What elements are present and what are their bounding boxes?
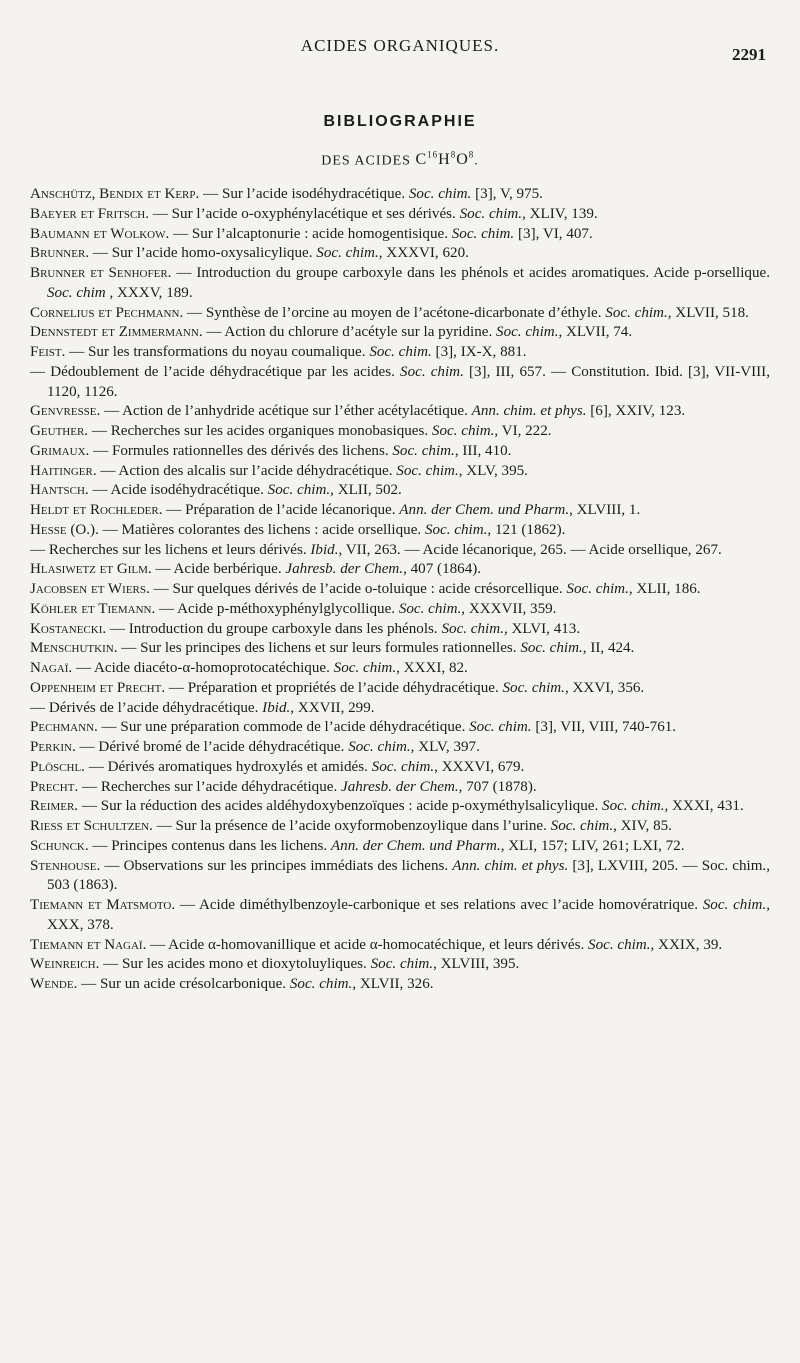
entry-reference: , VI, 222. xyxy=(494,423,552,439)
bibliography-entry xyxy=(30,699,770,719)
entry-journal: Jahresb. der Chem. xyxy=(341,778,459,795)
entry-authors: Riess et Schultzen. xyxy=(30,818,153,834)
entry-authors: Haitinger. xyxy=(30,462,97,479)
entry-reference: , XXVII, 299. xyxy=(290,699,375,716)
entry-authors: Feist. xyxy=(30,344,66,360)
formula-h-index: 8 xyxy=(450,150,457,160)
entry-text: — Sur un acide crésolcarbonique. xyxy=(77,976,290,992)
entry-text: — Sur une préparation commode de l’acide déhydracétique. xyxy=(97,719,470,736)
entry-text: — Acide berbérique. xyxy=(151,561,286,578)
entry-authors: Kostanecki. xyxy=(30,620,107,637)
entry-journal: Soc. chim. xyxy=(566,581,629,597)
entry-reference: [3], V, 975. xyxy=(471,186,543,202)
entry-journal: Jahresb. der Chem. xyxy=(285,561,404,578)
entry-reference: [6], XXIV, 123. xyxy=(586,403,686,420)
entry-journal: Soc. chim xyxy=(47,284,106,301)
entry-reference: , III, 410. xyxy=(454,442,512,459)
entry-text: — Dérivés de l’acide déhydracétique. xyxy=(30,699,263,716)
entry-text: — Sur l’acide isodéhydracétique. xyxy=(199,186,409,202)
entry-text: — Sur les acides mono et dioxytoluyliques. xyxy=(99,956,371,973)
entry-authors: Oppenheim et Precht. xyxy=(30,679,166,696)
entry-authors: Weinreich. xyxy=(30,956,100,973)
bibliography-entry xyxy=(30,620,770,640)
bibliography-entry xyxy=(30,225,770,245)
entry-reference: , XXX, 378. xyxy=(47,897,770,933)
entry-journal: Soc. chim. xyxy=(605,304,668,321)
entry-journal: Soc. chim. xyxy=(459,205,523,222)
entry-reference: , XXXV, 189. xyxy=(105,284,193,301)
entry-journal: Soc. chim. xyxy=(520,640,583,657)
entry-reference: , II, 424. xyxy=(582,640,635,657)
entry-reference: , XLVIII, 1. xyxy=(569,502,641,518)
entry-text: — Sur l’acide homo-oxysalicylique. xyxy=(89,245,317,262)
entry-text: — Sur les principes des lichens et sur leurs formules rationnelles. xyxy=(117,640,521,657)
bibliography-entry xyxy=(30,521,770,541)
entry-authors: Baeyer et Fritsch. xyxy=(30,205,150,222)
entry-reference: , XLVII, 518. xyxy=(667,304,749,321)
entry-journal: Soc. chim. xyxy=(702,897,767,913)
entry-journal: Soc. chim. xyxy=(431,423,495,439)
entry-reference: , XLVII, 326. xyxy=(352,976,434,992)
entry-text: — Action du chlorure d’acétyle sur la pyridine. xyxy=(202,324,497,341)
entry-authors: Precht. xyxy=(30,778,79,795)
entry-authors: Hantsch. xyxy=(30,482,89,499)
entry-text: — Formules rationnelles des dérivés des lichens. xyxy=(89,442,393,459)
bibliography-entry xyxy=(30,343,770,363)
section-subtitle xyxy=(0,150,800,169)
bibliography-entry xyxy=(30,501,770,521)
bibliography-list xyxy=(30,185,770,995)
entry-journal: Soc. chim. xyxy=(424,521,488,538)
entry-journal: Soc. chim. xyxy=(602,798,665,815)
entry-reference: , XLV, 397. xyxy=(410,739,480,755)
entry-text: — Synthèse de l’orcine au moyen de l’acétone-dicarbonate d’éthyle. xyxy=(183,304,606,321)
entry-authors: Baumann et Wolkow. xyxy=(30,225,170,242)
entry-journal: Soc. chim. xyxy=(550,818,614,834)
entry-authors: Heldt et Rochleder. xyxy=(30,502,163,518)
formula-o-index: 8 xyxy=(468,150,475,160)
entry-text: — Sur l’alcaptonurie : acide homogentisique. xyxy=(169,225,452,242)
entry-journal: Ann. der Chem. und Pharm. xyxy=(330,837,501,854)
bibliography-entry xyxy=(30,402,770,422)
entry-text: — Sur la réduction des acides aldéhydoxybenzoïques : acide p-oxyméthylsalicylique. xyxy=(78,798,603,815)
entry-authors: Reimer. xyxy=(30,798,79,815)
entry-reference: , XLI, 157; LIV, 261; LXI, 72. xyxy=(500,837,685,854)
entry-reference: , XXXI, 82. xyxy=(396,660,468,676)
entry-text: — Introduction du groupe carboxyle dans les phénols. xyxy=(106,620,442,637)
entry-text: — Recherches sur les lichens et leurs dérivés. xyxy=(30,541,311,558)
formula-c: C xyxy=(415,151,428,169)
entry-reference: , XLII, 186. xyxy=(628,581,701,597)
bibliography-entry xyxy=(30,837,770,857)
entry-authors: Plöschl. xyxy=(30,758,85,775)
entry-journal: Soc. chim. xyxy=(396,462,459,479)
section-title: BIBLIOGRAPHIE xyxy=(323,113,477,130)
entry-authors: Geuther. xyxy=(30,423,89,439)
entry-journal: Ann. chim. et phys. xyxy=(452,857,569,874)
subtitle-suffix: . xyxy=(474,153,479,169)
bibliography-entry xyxy=(30,541,770,561)
entry-authors: Hesse (O.). xyxy=(30,521,99,538)
entry-reference: [3], VII, VIII, 740-761. xyxy=(531,719,677,736)
entry-text: — Dérivés aromatiques hydroxylés et amidés. xyxy=(84,758,372,775)
entry-text: — Recherches sur l’acide déhydracétique. xyxy=(78,778,341,795)
bibliography-entry xyxy=(30,738,770,758)
bibliography-entry xyxy=(30,936,770,956)
bibliography-entry xyxy=(30,679,770,699)
entry-reference: [3], VI, 407. xyxy=(514,225,593,242)
bibliography-entry xyxy=(30,205,770,225)
entry-reference: , XLII, 502. xyxy=(330,482,402,499)
entry-journal: Soc. chim. xyxy=(502,679,565,696)
entry-journal: Soc. chim. xyxy=(316,245,379,262)
entry-authors: Hlasiwetz et Gilm. xyxy=(30,561,152,578)
entry-journal: Ibid. xyxy=(310,541,339,558)
entry-authors: Grimaux. xyxy=(30,442,90,459)
entry-text: — Action des alcalis sur l’acide déhydracétique. xyxy=(96,462,397,479)
entry-reference: [3], IX-X, 881. xyxy=(431,344,527,360)
entry-reference: [3], LXVIII, 205. — Soc. chim., 503 (1863). xyxy=(47,857,770,894)
entry-text: — Acide isodéhydracétique. xyxy=(88,482,268,499)
bibliography-entry xyxy=(30,304,770,324)
entry-text: — Sur quelques dérivés de l’acide o-toluique : acide crésorcellique. xyxy=(149,581,567,597)
bibliography-entry xyxy=(30,600,770,620)
entry-reference: , XXXVII, 359. xyxy=(461,600,557,617)
entry-journal: Soc. chim. xyxy=(588,936,651,953)
entry-reference: , XXXVI, 679. xyxy=(434,758,525,775)
entry-text: — Dédoublement de l’acide déhydracétique par les acides. xyxy=(30,363,401,380)
entry-authors: Tiemann et Nagaï. xyxy=(30,936,147,953)
entry-text: — Sur les transformations du noyau coumalique. xyxy=(65,344,370,360)
chemical-formula xyxy=(415,151,474,168)
entry-authors: Dennstedt et Zimmermann. xyxy=(30,324,203,341)
subtitle-prefix: DES ACIDES xyxy=(321,153,411,169)
entry-journal: Soc. chim. xyxy=(400,363,464,380)
bibliography-entry xyxy=(30,817,770,837)
entry-authors: Genvresse. xyxy=(30,403,101,420)
entry-reference: , 407 (1864). xyxy=(403,561,482,578)
entry-authors: Brunner et Senhofer. xyxy=(30,265,172,281)
entry-journal: Soc. chim. xyxy=(267,482,331,499)
entry-journal: Ann. der Chem. und Pharm. xyxy=(399,502,570,518)
bibliography-entry xyxy=(30,659,770,679)
bibliography-entry xyxy=(30,580,770,600)
entry-authors: Cornelius et Pechmann. xyxy=(30,304,184,321)
entry-reference: , XXIX, 39. xyxy=(650,936,723,953)
bibliography-entry xyxy=(30,797,770,817)
entry-reference: [3], III, 657. — Constitution. Ibid. [3], VII-VIII, 1120, 1126. xyxy=(47,363,770,400)
entry-journal: Soc. chim. xyxy=(333,660,397,676)
entry-journal: Ibid. xyxy=(262,699,291,716)
entry-authors: Menschutkin. xyxy=(30,640,118,657)
entry-authors: Brunner. xyxy=(30,245,90,262)
page-number: 2291 xyxy=(732,45,766,64)
entry-reference: , XLVI, 413. xyxy=(503,620,581,637)
entry-reference: , XXXI, 431. xyxy=(664,798,744,815)
bibliography-entry xyxy=(30,422,770,442)
entry-text: — Matières colorantes des lichens : acide orsellique. xyxy=(98,521,425,538)
entry-text: — Sur l’acide o-oxyphénylacétique et ses dérivés. xyxy=(149,205,460,222)
formula-o: O xyxy=(456,151,469,169)
bibliography-entry xyxy=(30,244,770,264)
bibliography-entry xyxy=(30,758,770,778)
entry-journal: Soc. chim. xyxy=(369,344,432,360)
bibliography-entry xyxy=(30,896,770,936)
entry-journal: Soc. chim. xyxy=(392,442,455,459)
entry-authors: Anschütz, Bendix et Kerp. xyxy=(30,186,200,202)
entry-journal: Soc. chim. xyxy=(469,719,532,736)
entry-text: — Principes contenus dans les lichens. xyxy=(88,837,331,854)
bibliography-entry xyxy=(30,975,770,995)
entry-reference: , XXVI, 356. xyxy=(564,679,645,696)
entry-reference: , XLV, 395. xyxy=(458,462,528,479)
bibliography-entry xyxy=(30,323,770,343)
running-title: ACIDES ORGANIQUES. xyxy=(300,36,500,55)
entry-reference: , 121 (1862). xyxy=(487,521,566,538)
formula-c-index: 16 xyxy=(427,150,439,160)
bibliography-entry xyxy=(30,264,770,304)
entry-authors: Tiemann et Matsmoto. xyxy=(30,897,176,913)
entry-authors: Wende. xyxy=(30,976,78,992)
entry-journal: Soc. chim. xyxy=(398,600,462,617)
bibliography-entry xyxy=(30,955,770,975)
entry-text: — Introduction du groupe carboxyle dans les phénols et acides aromatiques. Acide p-orsellique. xyxy=(171,265,770,281)
bibliography-entry xyxy=(30,718,770,738)
formula-h: H xyxy=(438,151,451,169)
entry-journal: Soc. chim. xyxy=(408,186,472,202)
entry-journal: Soc. chim. xyxy=(348,739,411,755)
entry-reference: , XLIV, 139. xyxy=(522,205,598,222)
bibliography-entry xyxy=(30,363,770,403)
entry-reference: , VII, 263. — Acide lécanorique, 265. — Acide orsellique, 267. xyxy=(338,541,722,558)
entry-journal: Soc. chim. xyxy=(289,976,353,992)
bibliography-entry xyxy=(30,857,770,897)
bibliography-entry xyxy=(30,462,770,482)
entry-text: — Acide p-méthoxyphénylglycollique. xyxy=(155,600,399,617)
entry-text: — Recherches sur les acides organiques monobasiques. xyxy=(88,423,432,439)
bibliography-entry xyxy=(30,442,770,462)
entry-authors: Köhler et Tiemann. xyxy=(30,600,156,617)
entry-reference: , XLVII, 74. xyxy=(558,324,633,341)
bibliography-entry xyxy=(30,185,770,205)
entry-authors: Nagaï. xyxy=(30,660,73,676)
entry-text: — Observations sur les principes immédiats des lichens. xyxy=(100,857,453,874)
entry-journal: Soc. chim. xyxy=(496,324,559,341)
entry-reference: , XIV, 85. xyxy=(613,818,672,834)
entry-reference: , XLVIII, 395. xyxy=(433,956,520,973)
entry-authors: Stenhouse. xyxy=(30,857,101,874)
entry-journal: Soc. chim. xyxy=(370,956,434,973)
entry-text: — Action de l’anhydride acétique sur l’éther acétylacétique. xyxy=(100,403,472,420)
entry-authors: Schunck. xyxy=(30,837,89,854)
entry-text: — Acide diacéto-α-homoprotocatéchique. xyxy=(72,660,334,676)
bibliography-entry xyxy=(30,481,770,501)
entry-journal: Soc. chim. xyxy=(451,225,515,242)
entry-text: — Dérivé bromé de l’acide déhydracétique. xyxy=(75,739,349,755)
entry-text: — Acide diméthylbenzoyle-carbonique et ses relations avec l’acide homovératrique. xyxy=(175,897,703,913)
entry-text: — Préparation et propriétés de l’acide déhydracétique. xyxy=(165,679,503,696)
entry-authors: Jacobsen et Wiers. xyxy=(30,581,150,597)
entry-journal: Soc. chim. xyxy=(441,620,504,637)
bibliography-entry xyxy=(30,560,770,580)
entry-text: — Préparation de l’acide lécanorique. xyxy=(162,502,400,518)
entry-reference: , XXXVI, 620. xyxy=(378,245,469,262)
bibliography-entry xyxy=(30,778,770,798)
entry-journal: Soc. chim. xyxy=(371,758,435,775)
entry-text: — Acide α-homovanillique et acide α-homocatéchique, et leurs dérivés. xyxy=(146,936,589,953)
entry-reference: , 707 (1878). xyxy=(458,778,537,795)
entry-authors: Pechmann. xyxy=(30,719,98,736)
entry-text: — Sur la présence de l’acide oxyformobenzoylique dans l’urine. xyxy=(152,818,551,834)
bibliography-entry xyxy=(30,639,770,659)
entry-journal: Ann. chim. et phys. xyxy=(471,403,587,420)
entry-authors: Perkin. xyxy=(30,739,76,755)
